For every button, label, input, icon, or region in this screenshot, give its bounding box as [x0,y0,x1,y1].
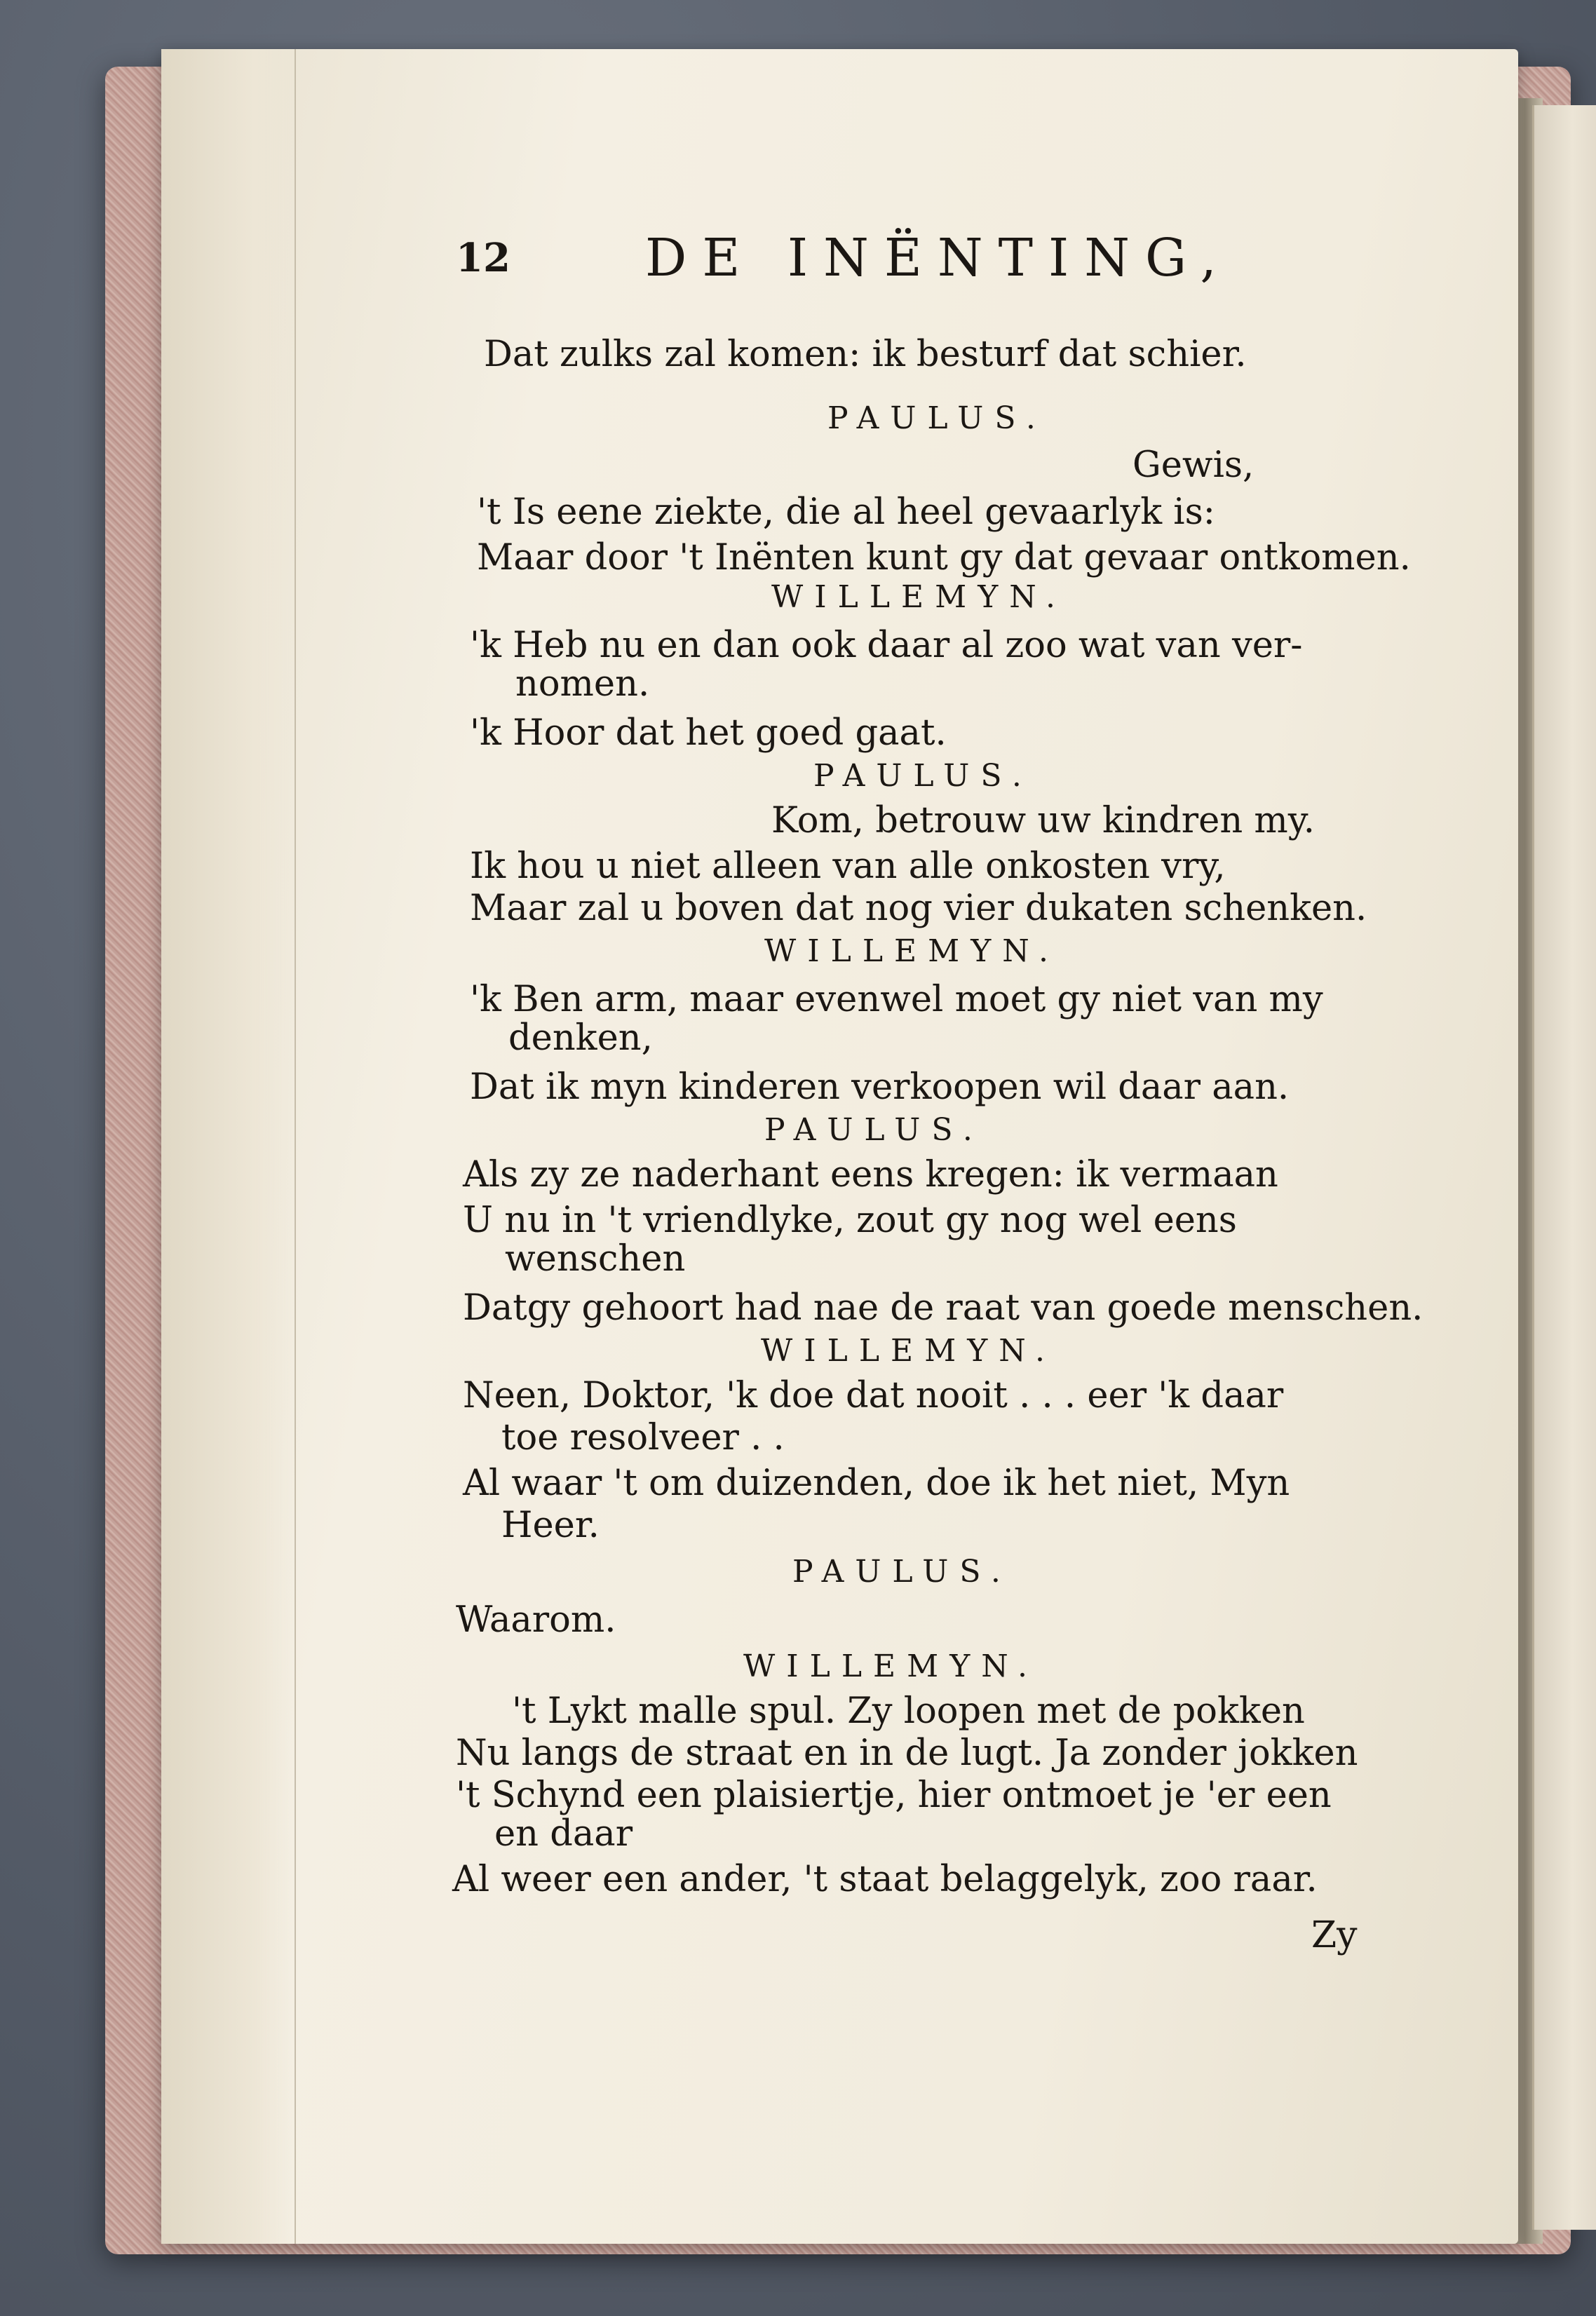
speaker-name: PAULUS. [764,1112,984,1148]
verse-line: Heer. [501,1505,600,1546]
verse-line: Kom, betrouw uw kindren my. [771,800,1315,841]
running-title: DE INËNTING, [645,228,1232,288]
verse-line: 't Schynd een plaisiertje, hier ontmoet je 'er een [456,1775,1332,1816]
verse-line: Nu langs de straat en in de lugt. Ja zonder jokken [456,1733,1358,1774]
verse-line: wenschen [505,1238,686,1280]
speaker-name: PAULUS. [813,758,1033,794]
speaker-name: PAULUS. [792,1554,1012,1590]
catchword: Zy [1311,1914,1358,1956]
verse-line: en daar [494,1813,633,1855]
speaker-name: WILLEMYN. [743,1648,1039,1684]
page-inner-margin [161,49,296,2244]
facing-page-edge [1532,105,1596,2230]
speaker-name: WILLEMYN. [771,579,1067,615]
verse-line: Als zy ze naderhant eens kregen: ik vermaan [463,1154,1278,1196]
verse-line: Gewis, [1132,445,1255,486]
verse-line: nomen. [515,663,650,705]
verse-line: Al waar 't om duizenden, doe ik het niet, Myn [463,1463,1290,1504]
verse-line: Dat zulks zal komen: ik besturf dat schier. [484,334,1247,375]
verse-line: denken, [508,1017,653,1059]
speaker-name: WILLEMYN. [764,933,1060,969]
verse-line: Datgy gehoort had nae de raat van goede menschen. [463,1287,1423,1329]
verse-line: Ik hou u niet alleen van alle onkosten vry, [470,846,1226,887]
verse-line: 'k Hoor dat het goed gaat. [470,712,947,754]
verse-line: Neen, Doktor, 'k doe dat nooit . . . eer 'k daar [463,1375,1284,1416]
verse-line: Maar door 't Inënten kunt gy dat gevaar ontkomen. [477,537,1411,578]
verse-line: Waarom. [456,1599,616,1641]
verse-line: 'k Heb nu en dan ook daar al zoo wat van ver- [470,625,1303,666]
page-header [456,228,1332,298]
verse-line: Dat ik myn kinderen verkoopen wil daar aan. [470,1066,1290,1108]
page-number: 12 [456,235,510,281]
verse-line: Al weer een ander, 't staat belaggelyk, zoo raar. [452,1859,1318,1900]
speaker-name: PAULUS. [827,400,1047,436]
verse-line: 'k Ben arm, maar evenwel moet gy niet van my [470,979,1323,1020]
verse-line: Maar zal u boven dat nog vier dukaten schenken. [470,888,1367,929]
verse-line: toe resolveer . . [501,1417,785,1458]
verse-line: U nu in 't vriendlyke, zout gy nog wel eens [463,1200,1237,1241]
verse-line: 't Is eene ziekte, die al heel gevaarlyk is: [477,492,1215,533]
speaker-name: WILLEMYN. [761,1333,1056,1369]
verse-line: 't Lykt malle spul. Zy loopen met de pokken [512,1691,1305,1732]
